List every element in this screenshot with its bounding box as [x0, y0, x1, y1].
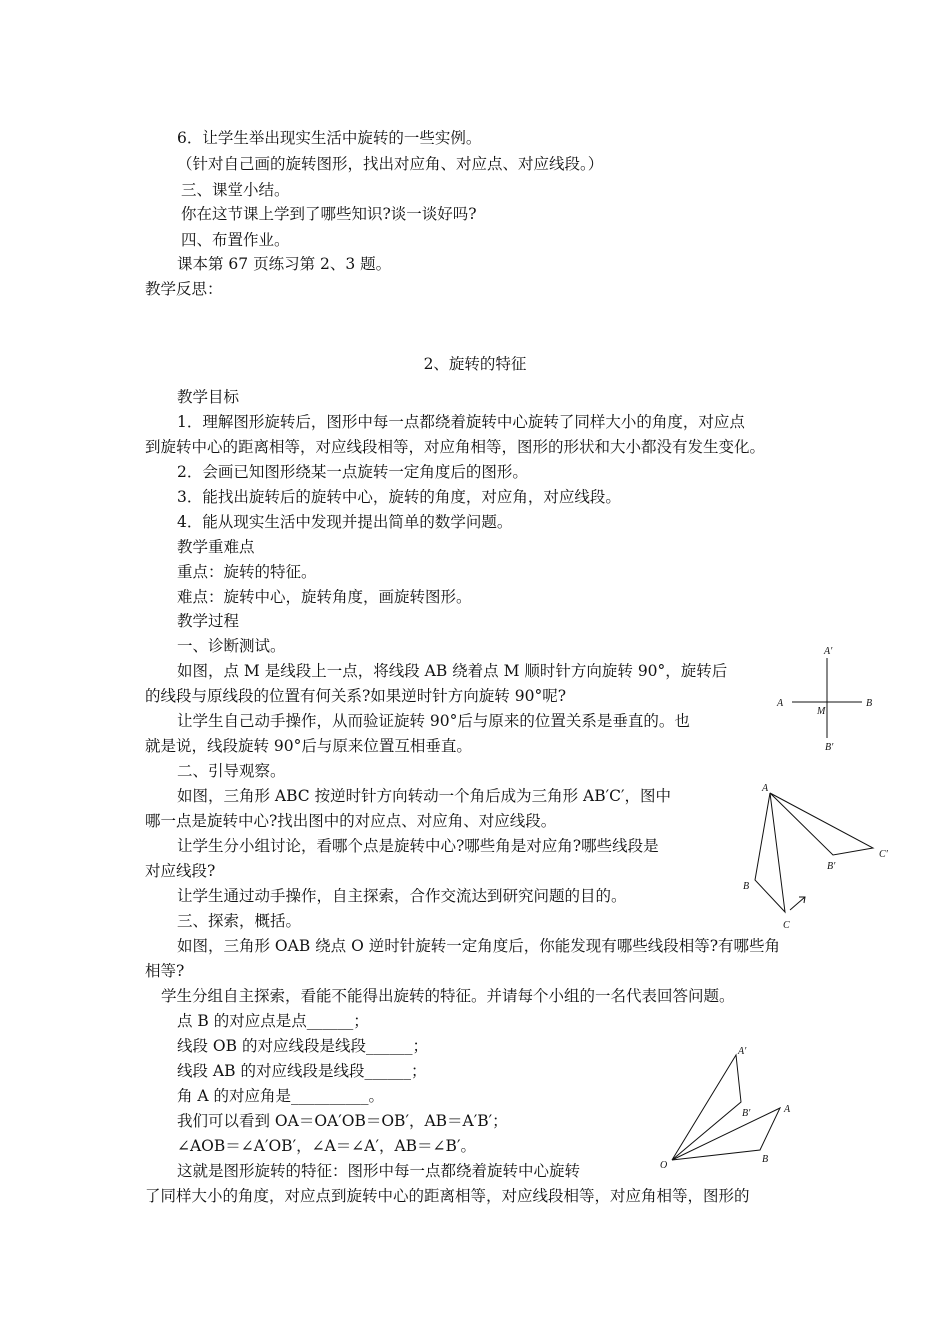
triangle-oa-prime-b-prime: [672, 1055, 741, 1160]
text-line: 就是说，线段旋转 90°后与原来位置互相垂直。: [145, 737, 472, 755]
text-line: 教学过程: [177, 612, 240, 630]
text-line: 点 B 的对应点是点______；: [177, 1012, 369, 1030]
text-line: 让学生通过动手操作，自主探索，合作交流达到研究问题的目的。: [177, 887, 627, 905]
label-a: A: [784, 1104, 791, 1115]
label-b-prime: B′: [825, 742, 834, 753]
triangle-abc: [755, 793, 785, 912]
label-o: O: [660, 1160, 668, 1171]
label-c-prime: C′: [879, 849, 888, 860]
text-line: ∠AOB＝∠A′OB′，∠A＝∠A′，AB＝∠B′。: [177, 1137, 476, 1155]
label-b: B: [762, 1154, 769, 1165]
text-line: 一、诊断测试。: [177, 637, 286, 655]
text-line: 四、布置作业。: [181, 231, 290, 249]
text-line: 角 A 的对应角是__________。: [177, 1087, 385, 1105]
text-line: 线段 OB 的对应线段是线段______；: [177, 1037, 428, 1055]
text-line: 三、探索，概括。: [177, 912, 302, 930]
text-line: 教学目标: [177, 388, 240, 406]
text-line: 了同样大小的角度，对应点到旋转中心的距离相等，对应线段相等，对应角相等，图形的: [145, 1187, 750, 1205]
text-line: 线段 AB 的对应线段是线段______；: [177, 1062, 427, 1080]
figure-triangle-oab-rotation: [650, 1040, 810, 1175]
rotation-arrow: [790, 897, 805, 910]
text-line: 学生分组自主探索，看能不能得出旋转的特征。并请每个小组的一名代表回答问题。: [161, 987, 735, 1005]
text-line: 让学生分小组讨论，看哪个点是旋转中心?哪些角是对应角?哪些线段是: [177, 837, 659, 855]
text-line: 的线段与原线段的位置有何关系?如果逆时针方向旋转 90°呢?: [145, 687, 567, 705]
text-line: 1．理解图形旋转后，图形中每一点都绕着旋转中心旋转了同样大小的角度，对应点: [177, 413, 745, 431]
label-c: C: [783, 920, 790, 931]
text-line: 对应线段?: [145, 862, 216, 880]
label-a: A: [777, 698, 784, 709]
text-line: 如图，点 M 是线段上一点，将线段 AB 绕着点 M 顺时针方向旋转 90°，旋转后: [177, 662, 728, 680]
text-line: 3．能找出旋转后的旋转中心，旋转的角度，对应角，对应线段。: [177, 488, 621, 506]
text-line: 三、课堂小结。: [181, 181, 290, 199]
text-line: 课本第 67 页练习第 2、3 题。: [177, 255, 392, 273]
text-line: 6．让学生举出现实生活中旋转的一些实例。: [177, 129, 482, 147]
text-line: 教学重难点: [177, 538, 255, 556]
triangle-ab-prime-c-prime: [770, 793, 873, 855]
text-line: 哪一点是旋转中心?找出图中的对应点、对应角、对应线段。: [145, 812, 557, 830]
label-b: B: [743, 881, 750, 892]
section-title: 2、旋转的特征: [423, 355, 527, 373]
label-m: M: [817, 706, 826, 717]
label-b-prime: B′: [827, 861, 836, 872]
text-line: 难点：旋转中心，旋转角度，画旋转图形。: [177, 588, 472, 606]
label-a-prime: A′: [738, 1046, 747, 1057]
figure-triangle-abc-rotation: [735, 775, 900, 935]
text-line: 如图，三角形 OAB 绕点 O 逆时针旋转一定角度后，你能发现有哪些线段相等?有哪些角: [177, 937, 781, 955]
text-line: 教学反思：: [145, 280, 223, 298]
text-line: 你在这节课上学到了哪些知识?谈一谈好吗?: [181, 205, 477, 223]
label-a-prime: A′: [824, 646, 833, 657]
text-line: 重点：旋转的特征。: [177, 563, 317, 581]
label-b-prime: B′: [742, 1108, 751, 1119]
label-a: A: [762, 783, 769, 794]
text-line: （针对自己画的旋转图形，找出对应角、对应点、对应线段。）: [177, 155, 604, 173]
text-line: 我们可以看到 OA＝OA′OB＝OB′，AB＝A′B′；: [177, 1112, 508, 1130]
text-line: 2．会画已知图形绕某一点旋转一定角度后的图形。: [177, 463, 528, 481]
label-b: B: [866, 698, 873, 709]
text-line: 这就是图形旋转的特征：图形中每一点都绕着旋转中心旋转: [177, 1162, 581, 1180]
figure-perpendicular-segments: [770, 640, 880, 755]
text-line: 如图，三角形 ABC 按逆时针方向转动一个角后成为三角形 AB′C′，图中: [177, 787, 671, 805]
text-line: 二、引导观察。: [177, 762, 286, 780]
text-line: 相等?: [145, 962, 185, 980]
text-line: 让学生自己动手操作，从而验证旋转 90°后与原来的位置关系是垂直的。也: [177, 712, 690, 730]
text-line: 到旋转中心的距离相等，对应线段相等，对应角相等，图形的形状和大小都没有发生变化。: [145, 438, 766, 456]
text-line: 4．能从现实生活中发现并提出简单的数学问题。: [177, 513, 513, 531]
